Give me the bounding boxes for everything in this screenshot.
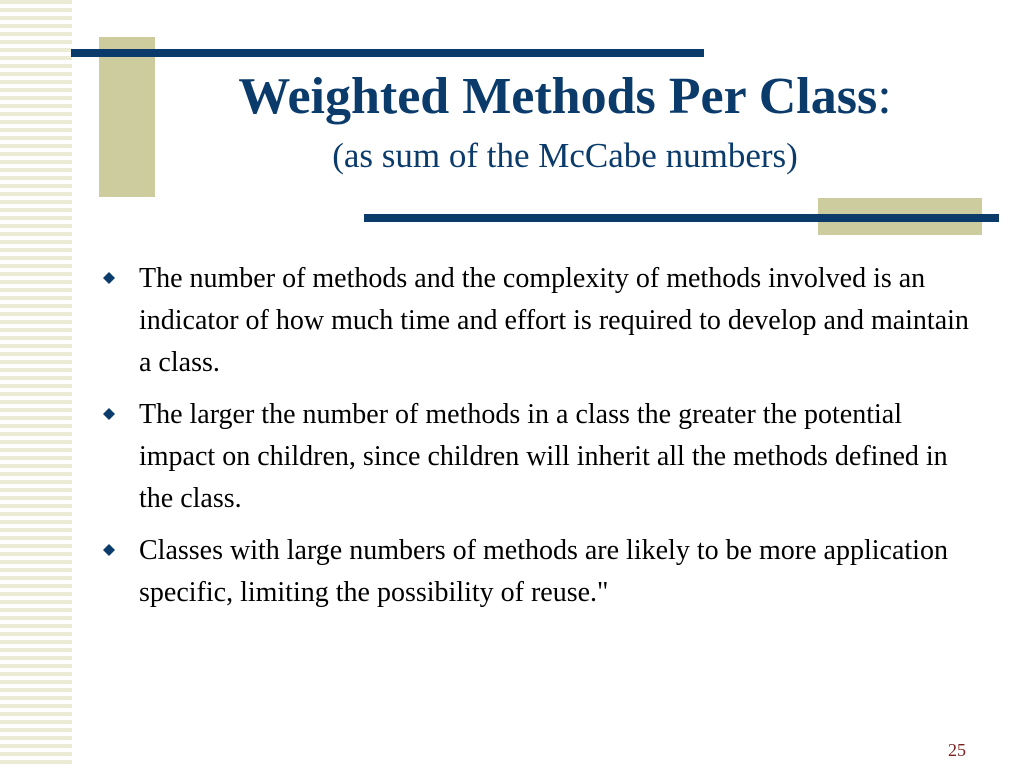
bullet-text: The larger the number of methods in a class the greater the potential impact on children, since children will inherit all the methods defined in the class.	[139, 399, 948, 514]
slide-subtitle: (as sum of the McCabe numbers)	[332, 136, 798, 175]
bullet-text: The number of methods and the complexity of methods involved is an indicator of how much time and effort is required to develop and maintain a class.	[139, 263, 969, 378]
bullet-text: Classes with large numbers of methods are likely to be more application specific, limiting the possibility of reuse."	[139, 535, 948, 608]
slide-title-colon: :	[877, 68, 892, 125]
page-number: 25	[948, 740, 966, 760]
bullet-list	[103, 258, 983, 624]
diamond-bullet-icon	[103, 394, 139, 434]
diamond-bullet-icon	[103, 530, 139, 570]
slide-title-text: Weighted Methods Per Class	[238, 68, 878, 125]
title-rule-top	[71, 49, 704, 57]
bullet-item	[103, 394, 983, 520]
diamond-bullet-icon	[103, 258, 139, 298]
title-block	[155, 62, 975, 180]
decorative-square-left	[99, 37, 155, 197]
title-rule-bottom	[364, 214, 999, 222]
decorative-stripe-bar	[0, 0, 72, 768]
bullet-item	[103, 530, 983, 614]
slide-title	[155, 62, 975, 132]
bullet-item	[103, 258, 983, 384]
